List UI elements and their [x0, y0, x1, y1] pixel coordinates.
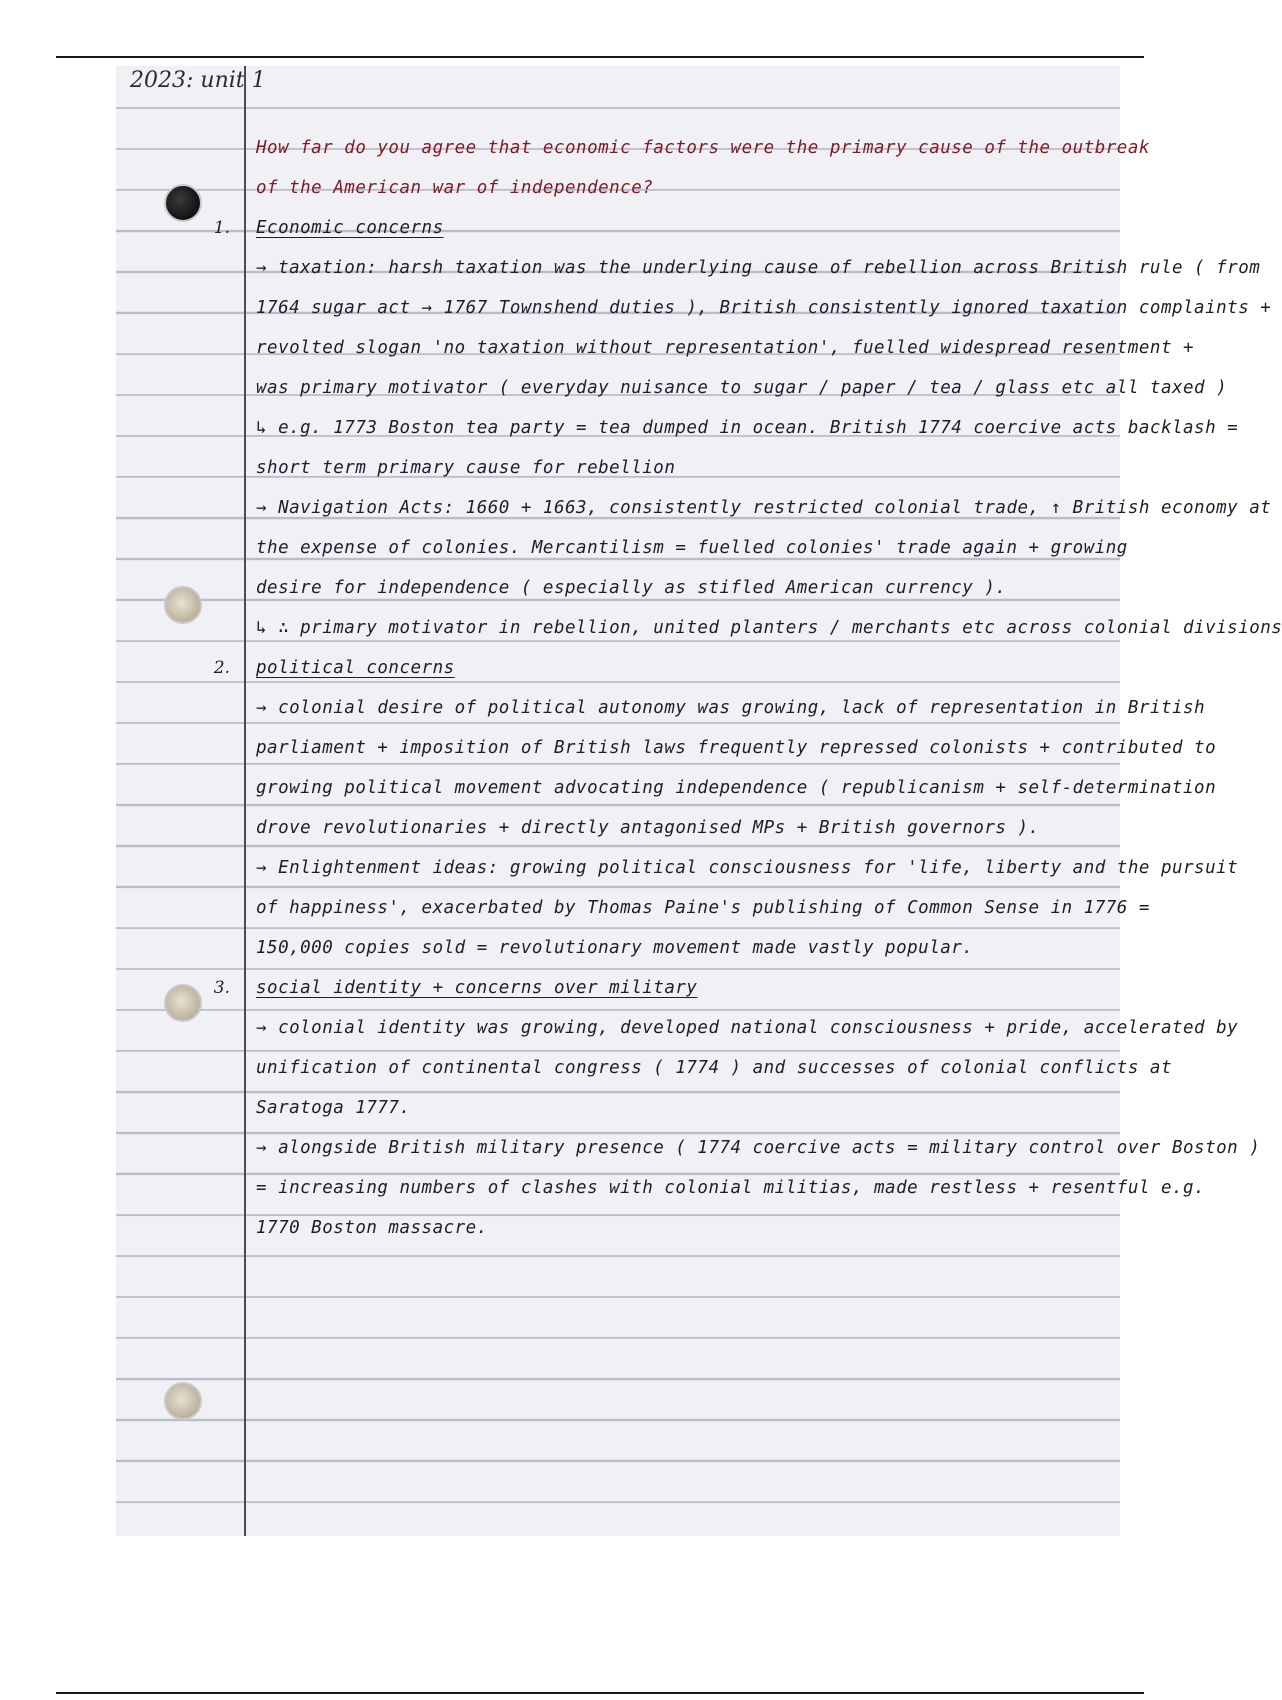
bottom-rule — [56, 1692, 1144, 1694]
note-line: revolted slogan 'no taxation without representation', fuelled widespread resentment + — [256, 338, 1195, 358]
note-line: 150,000 copies sold = revolutionary movement made vastly popular. — [256, 938, 974, 958]
note-line: ↳ ∴ primary motivator in rebellion, united planters / merchants etc across colonial divisions — [256, 618, 1282, 638]
section-number: 1. — [213, 218, 230, 238]
note-line: was primary motivator ( everyday nuisance to sugar / paper / tea / glass etc all taxed ) — [256, 378, 1228, 398]
note-line: → Enlightenment ideas: growing political consciousness for 'life, liberty and the pursuit — [256, 858, 1239, 878]
margin-line — [244, 66, 246, 1536]
punch-hole — [164, 184, 202, 222]
punch-hole — [164, 984, 202, 1022]
section-heading: Economic concerns — [256, 218, 444, 238]
page-label: 2023: unit 1 — [130, 68, 266, 93]
note-line: parliament + imposition of British laws frequently repressed colonists + contributed to — [256, 738, 1217, 758]
section-heading: social identity + concerns over military — [256, 978, 698, 998]
note-line: of happiness', exacerbated by Thomas Paine's publishing of Common Sense in 1776 = — [256, 898, 1150, 918]
section-heading: political concerns — [256, 658, 455, 678]
note-line: = increasing numbers of clashes with colonial militias, made restless + resentful e.g. — [256, 1178, 1206, 1198]
note-line: desire for independence ( especially as stifled American currency ). — [256, 578, 1007, 598]
note-line: unification of continental congress ( 1774 ) and successes of colonial conflicts at — [256, 1058, 1172, 1078]
note-line: → colonial identity was growing, developed national consciousness + pride, accelerated by — [256, 1018, 1239, 1038]
note-line: ↳ e.g. 1773 Boston tea party = tea dumped in ocean. British 1774 coercive acts backlash = — [256, 418, 1239, 438]
top-rule — [56, 56, 1144, 58]
note-line: the expense of colonies. Mercantilism = fuelled colonies' trade again + growing — [256, 538, 1128, 558]
punch-hole — [164, 586, 202, 624]
section-number: 3. — [213, 978, 230, 998]
note-line: growing political movement advocating independence ( republicanism + self-determination — [256, 778, 1217, 798]
note-line: short term primary cause for rebellion — [256, 458, 676, 478]
note-line: drove revolutionaries + directly antagonised MPs + British governors ). — [256, 818, 1040, 838]
note-line: → alongside British military presence ( 1774 coercive acts = military control over Boston ) — [256, 1138, 1261, 1158]
section-number: 2. — [213, 658, 230, 678]
question-line: How far do you agree that economic factors were the primary cause of the outbreak — [256, 138, 1150, 158]
note-line: 1764 sugar act → 1767 Townshend duties ), British consistently ignored taxation complaints + — [256, 298, 1272, 318]
punch-hole — [164, 1382, 202, 1420]
note-line: → Navigation Acts: 1660 + 1663, consistently restricted colonial trade, ↑ British economy at — [256, 498, 1272, 518]
question-line: of the American war of independence? — [256, 178, 654, 198]
notebook-page — [116, 66, 1282, 1536]
note-line: Saratoga 1777. — [256, 1098, 411, 1118]
note-line: → taxation: harsh taxation was the underlying cause of rebellion across British rule ( from — [256, 258, 1261, 278]
note-line: → colonial desire of political autonomy was growing, lack of representation in British — [256, 698, 1206, 718]
note-line: 1770 Boston massacre. — [256, 1218, 488, 1238]
